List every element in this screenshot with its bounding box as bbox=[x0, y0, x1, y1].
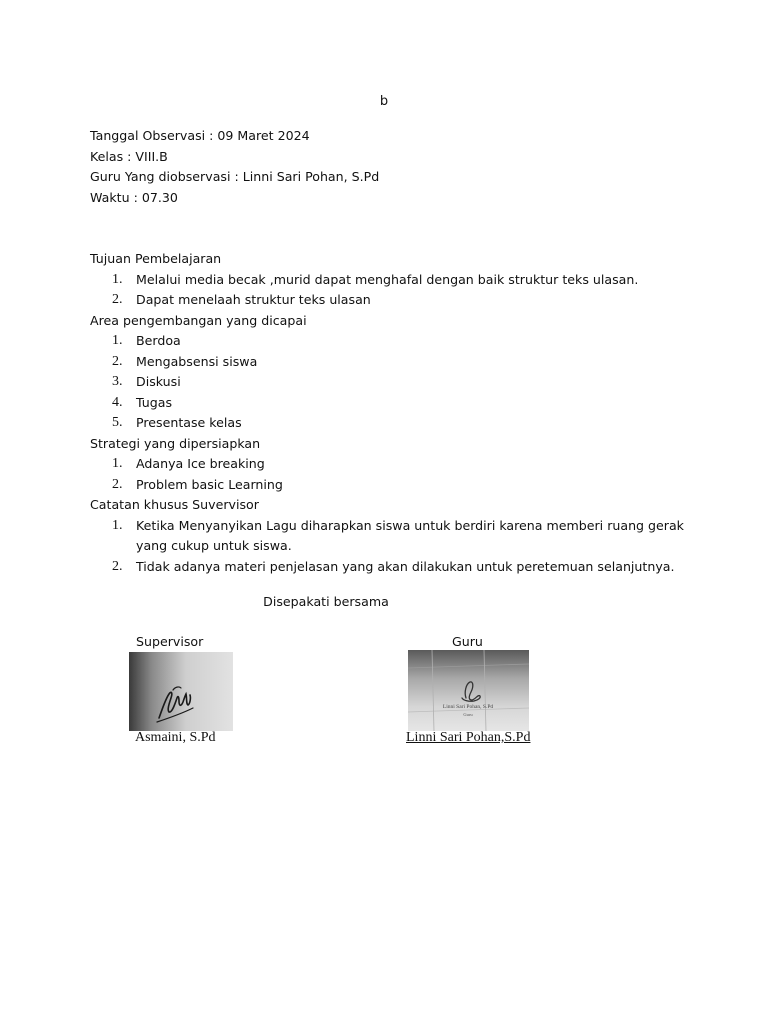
list-item bbox=[90, 454, 690, 475]
spacer bbox=[90, 208, 690, 249]
supervisor-signature-image bbox=[129, 652, 233, 731]
list-item-text: Problem basic Learning bbox=[136, 476, 283, 492]
list-item-text: Berdoa bbox=[136, 333, 181, 348]
list-item bbox=[90, 290, 690, 311]
list-number: 3. bbox=[112, 374, 123, 389]
header-mark: b bbox=[379, 94, 389, 109]
list-number: 5. bbox=[112, 415, 123, 430]
list-item-text: Presentase kelas bbox=[136, 415, 242, 430]
learning-goals-list bbox=[90, 270, 690, 311]
list-item-text: Mengabsensi siswa bbox=[136, 353, 258, 369]
section-heading-supervisor-notes: Catatan khusus Suvervisor bbox=[90, 497, 259, 512]
list-item bbox=[90, 557, 690, 578]
list-number: 1. bbox=[112, 271, 123, 287]
list-item-text: Diskusi bbox=[136, 374, 181, 389]
list-number: 1. bbox=[112, 456, 123, 471]
guru-stamp-text: Linni Sari Pohan, S.Pd bbox=[442, 704, 494, 710]
list-item bbox=[90, 413, 690, 434]
list-item bbox=[90, 331, 690, 352]
section-heading-learning-goals: Tujuan Pembelajaran bbox=[90, 251, 222, 266]
guru-name: Linni Sari Pohan,S.Pd bbox=[406, 730, 531, 745]
supervisor-role-label: Supervisor bbox=[136, 634, 204, 649]
list-item bbox=[90, 352, 690, 373]
list-item bbox=[90, 270, 690, 291]
guru-stamp-sub: Guru bbox=[463, 712, 473, 717]
strategies-list bbox=[90, 454, 690, 495]
list-item-text: Dapat menelaah struktur teks ulasan bbox=[136, 292, 371, 307]
development-areas-list bbox=[90, 331, 690, 434]
guru-signature-image bbox=[408, 650, 529, 731]
list-number: 2. bbox=[112, 558, 123, 574]
list-number: 2. bbox=[112, 353, 123, 369]
list-item bbox=[90, 475, 690, 496]
signature-scribble-icon bbox=[408, 650, 529, 731]
list-item-text: Tidak adanya materi penjelasan yang akan dilakukan untuk peretemuan selanjutnya. bbox=[136, 558, 675, 574]
section-heading-strategies: Strategi yang dipersiapkan bbox=[90, 435, 261, 451]
list-number: 1. bbox=[112, 517, 123, 533]
list-item-text: Adanya Ice breaking bbox=[136, 456, 265, 471]
signature-scribble-icon bbox=[129, 652, 233, 731]
guru-role-label: Guru bbox=[452, 634, 483, 649]
list-number: 2. bbox=[112, 292, 123, 307]
list-number: 4. bbox=[112, 394, 123, 410]
supervisor-notes-list bbox=[90, 516, 690, 578]
list-item bbox=[90, 516, 690, 557]
list-item-text: Melalui media becak ,murid dapat menghafal dengan baik struktur teks ulasan. bbox=[136, 271, 639, 287]
list-number: 1. bbox=[112, 333, 123, 348]
list-item-text: Tugas bbox=[136, 394, 173, 410]
observed-teacher: Guru Yang diobservasi : Linni Sari Pohan, S.Pd bbox=[90, 169, 380, 184]
list-item bbox=[90, 393, 690, 414]
section-heading-development-areas: Area pengembangan yang dicapai bbox=[90, 312, 307, 328]
list-item bbox=[90, 372, 690, 393]
observation-body bbox=[90, 126, 690, 577]
observation-class: Kelas : VIII.B bbox=[90, 148, 168, 164]
agreement-text: Disepakati bersama bbox=[263, 594, 389, 609]
agreement-label bbox=[0, 594, 768, 610]
observation-date: Tanggal Observasi : 09 Maret 2024 bbox=[90, 128, 310, 143]
list-number: 2. bbox=[112, 476, 123, 492]
supervisor-name: Asmaini, S.Pd bbox=[135, 730, 216, 745]
observation-time: Waktu : 07.30 bbox=[90, 189, 178, 205]
list-item-text: Ketika Menyanyikan Lagu diharapkan siswa untuk berdiri karena memberi ruang gerak yang cukup untuk siswa. bbox=[136, 517, 684, 553]
